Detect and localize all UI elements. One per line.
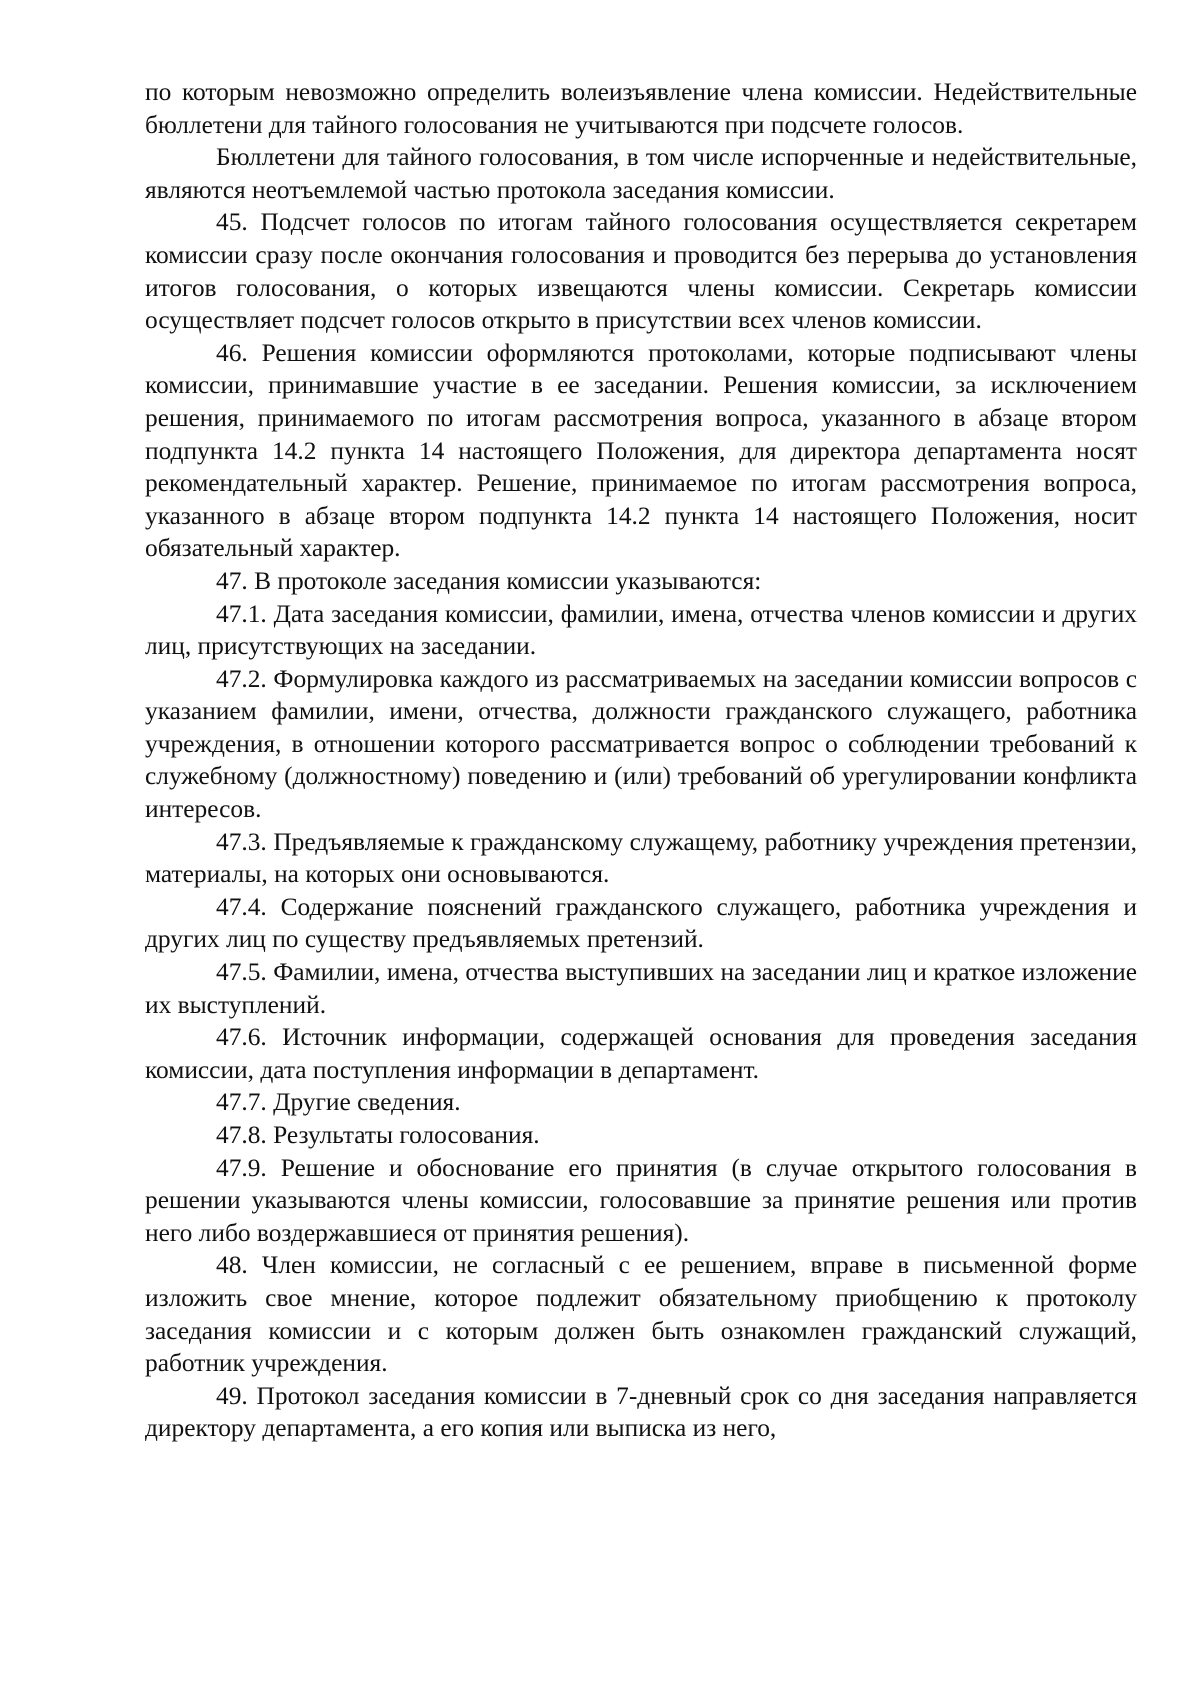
document-body: [145, 76, 1137, 1445]
paragraph-47-3: 47.3. Предъявляемые к гражданскому служащему, работнику учреждения претензии, материалы, на которых они основываются.: [145, 827, 1137, 889]
paragraph-47-9: 47.9. Решение и обоснование его принятия (в случае открытого голосования в решении указываются члены комиссии, голосовавшие за принятие решения или против него либо воздержавшиеся от принятия решения).: [145, 1153, 1137, 1247]
paragraph-47: 47. В протоколе заседания комиссии указываются:: [216, 566, 762, 595]
paragraph-47-2: 47.2. Формулировка каждого из рассматриваемых на заседании комиссии вопросов с указанием фамилии, имени, отчества, должности гражданского служащего, работника учреждения, в отношении которого рассматривается вопрос о соблюдении требований к служебному (должностному) поведению и (или) требований об урегулировании конфликта интересов.: [145, 664, 1137, 824]
paragraph-continuation: по которым невозможно определить волеизъявление члена комиссии. Недействительные бюллетени для тайного голосования не учитываются при подсчете голосов.: [145, 78, 1137, 139]
paragraph-45: 45. Подсчет голосов по итогам тайного голосования осуществляется секретарем комиссии сразу после окончания голосования и проводится без перерыва до установления итогов голосования, о которых извещаются члены комиссии. Секретарь комиссии осуществляет подсчет голосов открыто в присутствии всех членов комиссии.: [145, 208, 1137, 335]
paragraph-49: 49. Протокол заседания комиссии в 7-дневный срок со дня заседания направляется директору департамента, а его копия или выписка из него,: [145, 1381, 1137, 1443]
paragraph-47-1: 47.1. Дата заседания комиссии, фамилии, имена, отчества членов комиссии и других лиц, присутствующих на заседании.: [145, 599, 1137, 661]
paragraph-ballots: Бюллетени для тайного голосования, в том числе испорченные и недействительные, являются неотъемлемой частью протокола заседания комиссии.: [145, 143, 1137, 204]
paragraph-47-7: 47.7. Другие сведения.: [216, 1088, 461, 1117]
paragraph-47-4: 47.4. Содержание пояснений гражданского служащего, работника учреждения и других лиц по существу предъявляемых претензий.: [145, 892, 1137, 954]
paragraph-46: 46. Решения комиссии оформляются протоколами, которые подписывают члены комиссии, принимавшие участие в ее заседании. Решения комиссии, за исключением решения, принимаемого по итогам рассмотрения вопроса, указанного в абзаце втором подпункта 14.2 пункта 14 настоящего Положения, для директора департамента носят рекомендательный характер. Решение, принимаемое по итогам рассмотрения вопроса, указанного в абзаце втором подпункта 14.2 пункта 14 настоящего Положения, носит обязательный характер.: [145, 338, 1137, 563]
paragraph-47-6: 47.6. Источник информации, содержащей основания для проведения заседания комиссии, дата поступления информации в департамент.: [145, 1023, 1137, 1084]
paragraph-48: 48. Член комиссии, не согласный с ее решением, вправе в письменной форме изложить свое мнение, которое подлежит обязательному приобщению к протоколу заседания комиссии и с которым должен быть ознакомлен гражданский служащий, работник учреждения.: [145, 1251, 1137, 1378]
paragraph-47-5: 47.5. Фамилии, имена, отчества выступивших на заседании лиц и краткое изложение их выступлений.: [145, 958, 1137, 1019]
paragraph-47-8: 47.8. Результаты голосования.: [216, 1121, 540, 1149]
